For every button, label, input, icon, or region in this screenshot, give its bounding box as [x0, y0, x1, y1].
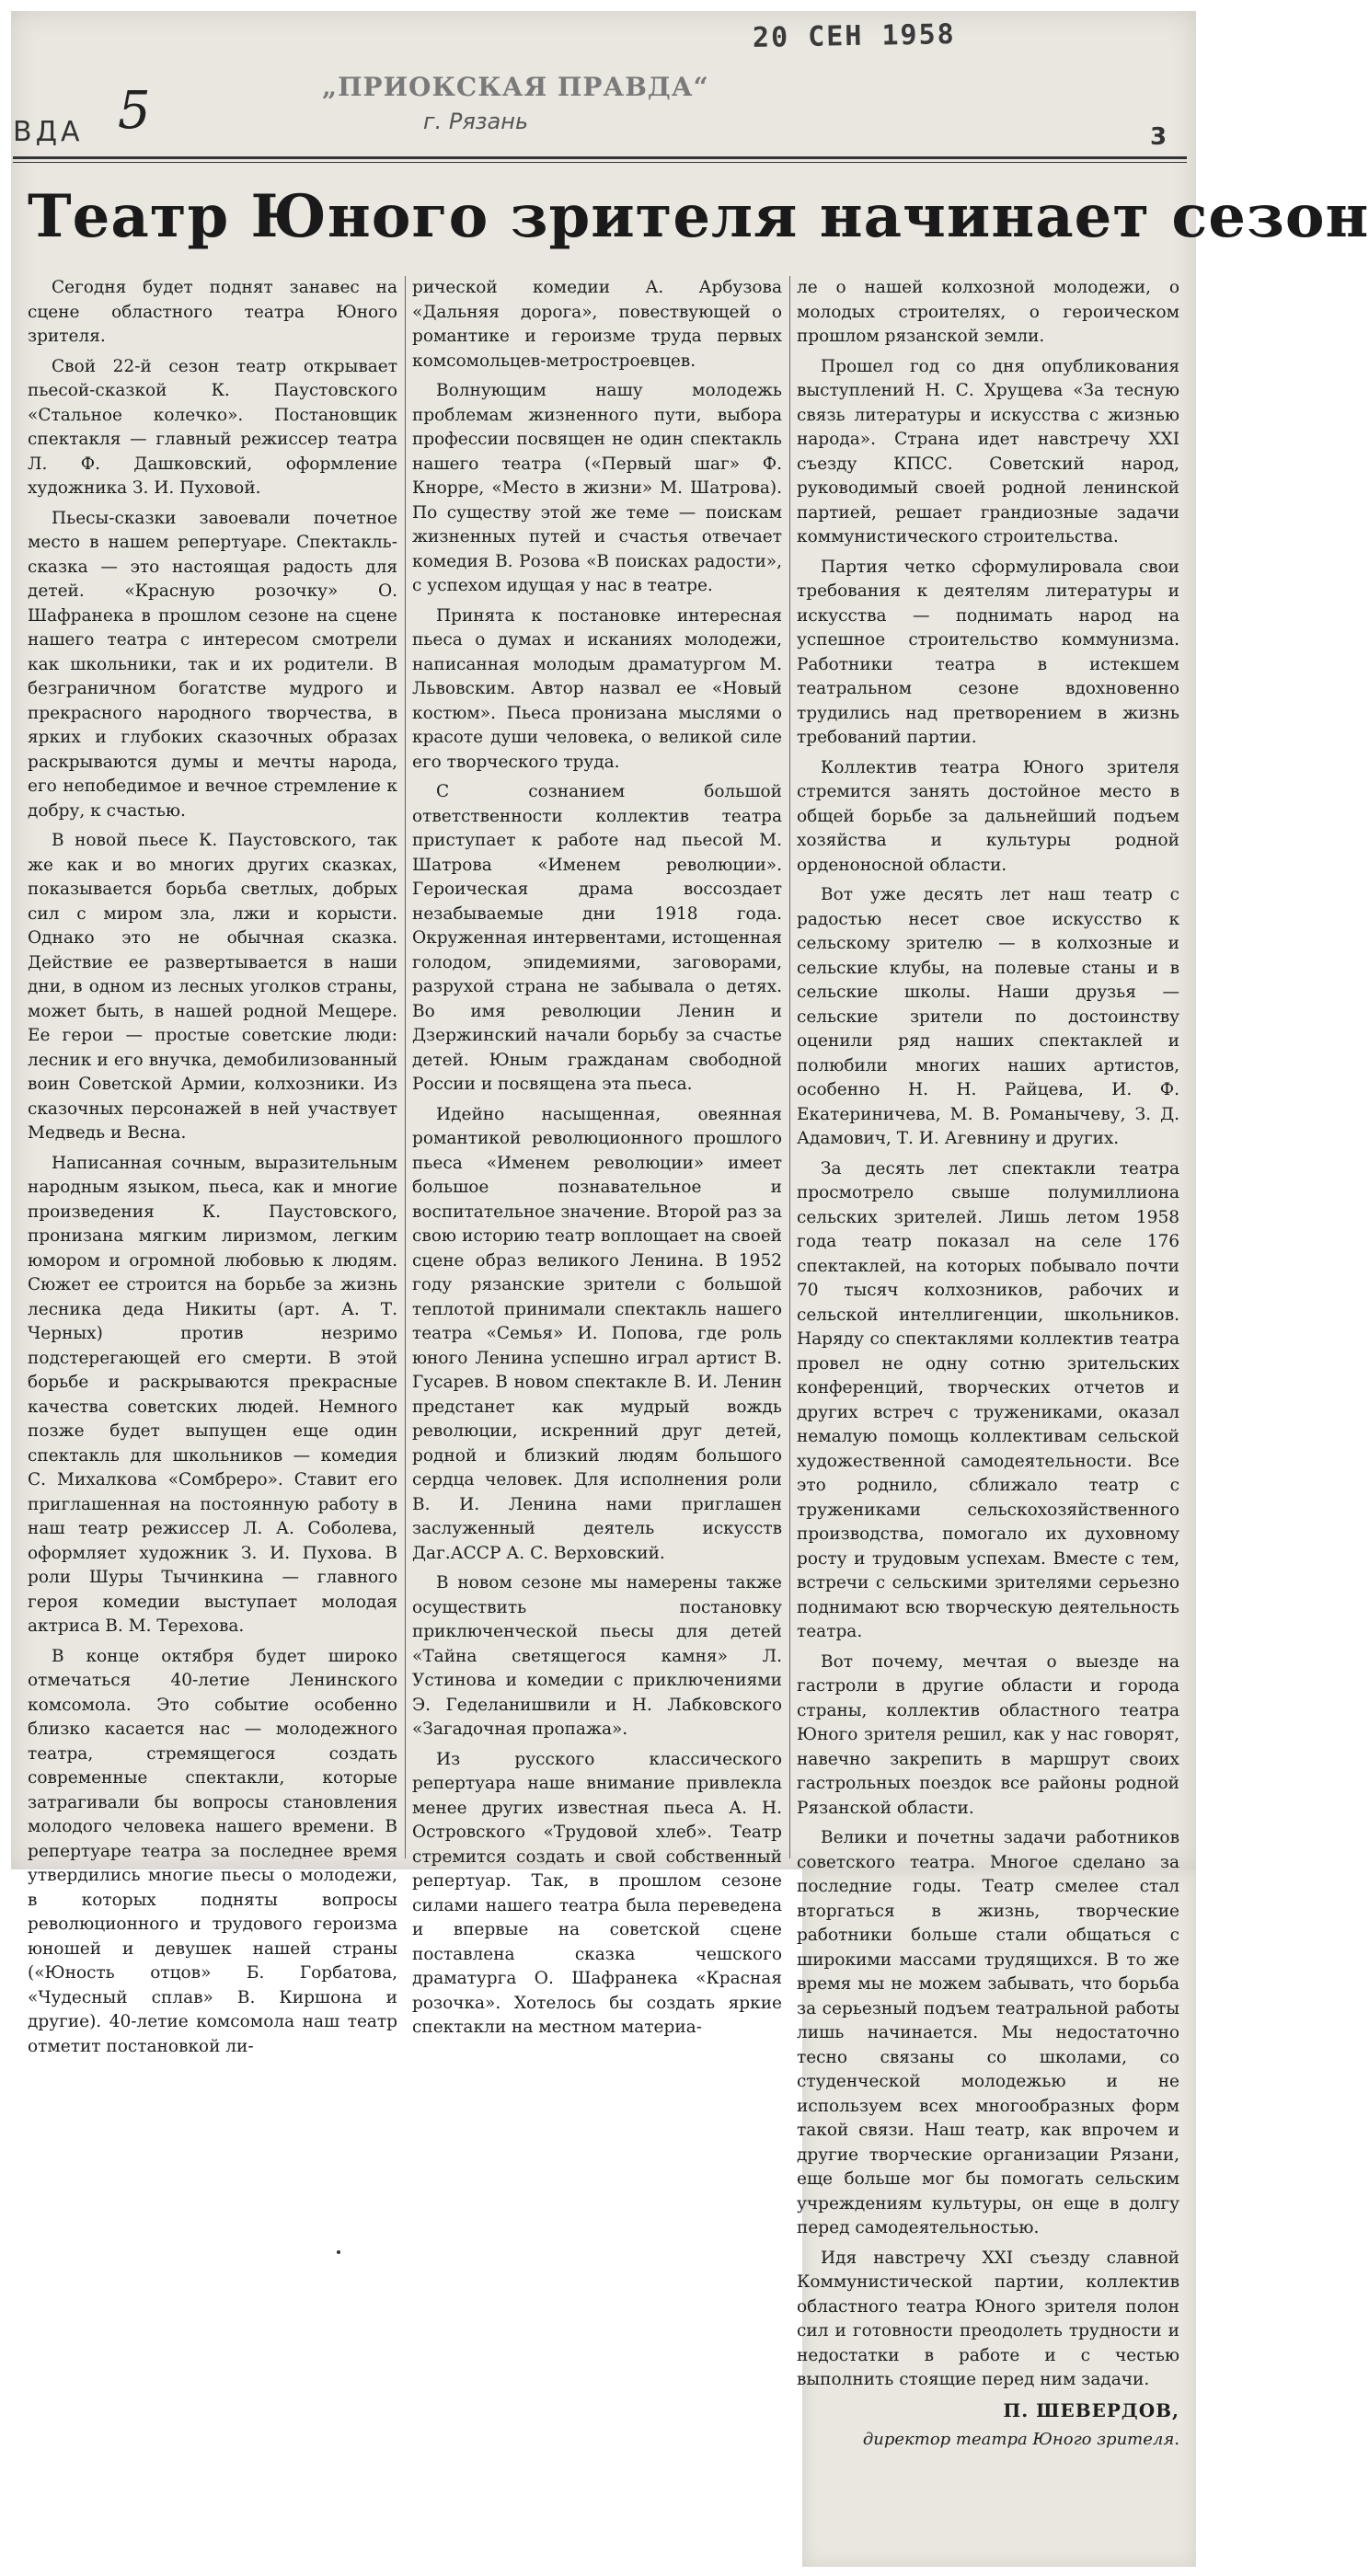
paragraph: С сознанием большой ответственности коллектив театра приступает к работе над пьесой М. Шатрова «Именем революции». Героическая драма воссоздает незабываемые дни 1918 года. Окруженная интервентами, истощенная голодом, эпидемиями, заговорами, разрухой страна не забывала о детях. Во имя революции Ленин и Дзержинский начали борьбу за счастье детей. Юным гражданам свободной России и посвящена эта пьеса.: [412, 782, 782, 1094]
paragraph: В конце октября будет широко отмечаться 40-летие Ленинского комсомола. Это событие особенно близко касается нас — молодежного театра, стремящегося создать современные спектакли, которые затрагивали бы вопросы становления молодого человека нашего времени. В репертуаре театра за последнее время утвердились многие пьесы о молодежи, в которых подняты вопросы революционного и трудового героизма юношей и девушек нашей страны («Юность отцов» Б. Горбатова, «Чудесный сплав» В. Киршона и другие). 40-летие комсомола наш театр отметит постановкой ли-: [28, 1646, 397, 2056]
masthead-rule-thin: [13, 162, 1187, 163]
article-headline: Театр Юного зрителя начинает сезон: [28, 182, 1369, 251]
paragraph: Вот почему, мечтая о выезде на гастроли в другие области и города страны, коллектив областного театра Юного зрителя решил, как у нас говорят, навечно закрепить в маршрут своих гастрольных поездок все районы родной Рязанской области.: [797, 1651, 1179, 1818]
handwritten-mark: 5: [118, 81, 151, 141]
column-divider: [789, 276, 790, 1858]
paragraph: Из русского классического репертуара наше внимание привлекла менее других известная пьеса А. Н. Островского «Трудовой хлеб». Театр стремится создать и свой собственный репертуар. Так, в прошлом сезоне силами нашего театра была переведена и впервые на советской сцене поставлена сказка чешского драматурга О. Шафранека «Красная розочка». Хотелось бы создать яркие спектакли на местном материа-: [412, 1749, 782, 2037]
newspaper-city: г. Рязань: [423, 109, 529, 134]
paragraph: Волнующим нашу молодежь проблемам жизненного пути, выбора профессии посвящен не один спектакль нашего театра («Первый шаг» Ф. Кнорре, «Место в жизни» М. Шатрова). По существу этой же теме — поискам жизненных путей и счастья отвечает комедия В. Розова «В поисках радости», с успехом идущая у нас в театре.: [412, 381, 782, 595]
paragraph: За десять лет спектакли театра просмотрело свыше полумиллиона сельских зрителей. Лишь летом 1958 года театр показал на селе 176 спектаклей, на которых побывало почти 70 тысяч колхозников, рабочих и сельской интеллигенции, школьников. Наряду со спектаклями коллектив театра провел не одну сотню зрительских конференций, творческих отчетов и других встреч с тружениками, оказал немалую помощь коллективам сельской художественной самодеятельности. Все это роднило, сближало театр с тружениками сельскохозяйственного производства, помогало их духовному росту и трудовым успехам. Вместе с тем, встречи с сельскими зрителями серьезно поднимают всю творческую деятельность театра.: [797, 1158, 1179, 1641]
paragraph: Принята к постановке интересная пьеса о думах и исканиях молодежи, написанная молодым драматургом М. Львовским. Автор назвал ее «Новый костюм». Пьеса пронизана мыслями о красоте души человека, о великой силе его творческого труда.: [412, 605, 782, 772]
paragraph: ле о нашей колхозной молодежи, о молодых строителях, о героическом прошлом рязанской земли.: [797, 278, 1179, 346]
paragraph: Идейно насыщенная, овеянная романтикой революционного прошлого пьеса «Именем революции» имеет большое познавательное и воспитательное значение. Второй раз за свою историю театр воплощает на своей сцене образ великого Ленина. В 1952 году рязанские зрители с большой теплотой принимали спектакль нашего театра «Семья» И. Попова, где роль юного Ленина успешно играл артист В. Гусарев. В новом спектакле В. И. Ленин предстанет как мудрый вождь революции, искренний друг детей, родной и близкий людям большого сердца человек. Для исполнения роли В. И. Ленина нами приглашен заслуженный деятель искусств Даг.АССР А. С. Верховский.: [412, 1104, 782, 1563]
paragraph: Коллектив театра Юного зрителя стремится занять достойное место в общей борьбе за дальнейший подъем хозяйства и культуры родной орденоносной области.: [797, 757, 1179, 875]
paragraph: Идя навстречу XXI съезду славной Коммунистической партии, коллектив областного театра Юного зрителя полон сил и готовности преодолеть трудности и недостатки в работе и с честью выполнить стоящие перед ним задачи.: [797, 2248, 1179, 2389]
paragraph: Пьесы-сказки завоевали почетное место в нашем репертуаре. Спектакль-сказка — это настоящая радость для детей. «Красную розочку» О. Шафранека в прошлом сезоне на сцене нашего театра с интересом смотрели как школьники, так и их родители. В безграничном богатстве мудрого и прекрасного народного творчества, в ярких и глубоких сказочных образах раскрываются думы и мечты народа, его непобедимое и вечное стремление к добру, к счастью.: [28, 508, 397, 821]
page-number: 3: [1150, 123, 1168, 151]
print-speck: [337, 2250, 340, 2254]
author-title: директор театра Юного зрителя.: [862, 2430, 1179, 2449]
newspaper-name: „ПРИОКСКАЯ ПРАВДА“: [322, 72, 709, 102]
masthead-rule-thick: [13, 156, 1187, 159]
article-column-3: [797, 276, 1179, 2458]
paragraph: Вот уже десять лет наш театр с радостью несет свое искусство к сельскому зрителю — в колхозные и сельские клубы, на полевые станы и в сельские школы. Наши друзья — сельские зрители по достоинству оценили ряд наших спектаклей и полюбили многих наших артистов, особенно Н. Н. Райцева, И. Ф. Екатериничева, М. В. Романычеву, З. Д. Адамович, Т. И. Агевнину и других.: [797, 885, 1179, 1148]
article-column-2: [412, 276, 782, 2046]
paragraph: Написанная сочным, выразительным народным языком, пьеса, как и многие произведения К. Паустовского, пронизана мягким лиризмом, легким юмором и огромной любовью к людям. Сюжет ее строится на борьбе за жизнь лесника деда Никиты (арт. А. Т. Черных) против незримо подстерегающей его смерти. В этой борьбе и раскрываются прекрасные качества советских людей. Немного позже будет выпущен еще один спектакль для школьников — комедия С. Михалкова «Сомбреро». Ставит его приглашенная на постоянную работу в наш театр режиссер Л. А. Соболева, оформляет художник З. И. Пухова. В роли Шуры Тычинкина — главного героя комедии выступает молодая актриса В. М. Терехова.: [28, 1153, 397, 1636]
column-divider: [405, 276, 406, 1858]
paragraph: Прошел год со дня опубликования выступлений Н. С. Хрущева «За тесную связь литературы и искусства с жизнью народа». Страна идет навстречу XXI съезду КПСС. Советский народ, руководимый своей родной ленинской партией, решает грандиозные задачи коммунистического строительства.: [797, 356, 1179, 546]
paragraph: Свой 22-й сезон театр открывает пьесой-сказкой К. Паустовского «Стальное колечко». Постановщик спектакля — главный режиссер театра Л. Ф. Дашковский, оформление художника З. И. Пуховой.: [28, 356, 397, 498]
date-stamp: 20 СЕН 1958: [752, 18, 956, 54]
paragraph: Велики и почетны задачи работников советского театра. Многое сделано за последние годы. Театр смелее стал вторгаться в жизнь, творческие работники больше стали общаться с широкими массами трудящихся. В то же время мы не можем забывать, что борьба за серьезный подъем театральной работы лишь начинается. Мы недостаточно тесно связаны со школами, со студенческой молодежью и не используем всех многообразных форм такой связи. Наш театр, как впрочем и другие творческие организации Рязани, еще больше мог бы помогать сельским учреждениям культуры, он еще в долгу перед самодеятельностью.: [797, 1828, 1179, 2237]
author-signature: П. ШЕВЕРДОВ,: [1003, 2398, 1179, 2421]
masthead-fragment: ВДА: [13, 116, 84, 148]
paragraph: Партия четко сформулировала свои требования к деятелям литературы и искусства — поднимать народ на успешное строительство коммунизма. Работники театра в истекшем театральном сезоне вдохновенно трудились над претворением в жизнь требований партии.: [797, 557, 1179, 747]
paragraph: рической комедии А. Арбузова «Дальняя дорога», повествующей о романтике и героизме труда первых комсомольцев-метростроевцев.: [412, 278, 782, 371]
paragraph: В новой пьесе К. Паустовского, так же как и во многих других сказках, показывается борьба светлых, добрых сил с миром зла, лжи и корысти. Однако это не обычная сказка. Действие ее развертывается в наши дни, в одном из лесных уголков страны, может быть, в нашей родной Мещере. Ее герои — простые советские люди: лесник и его внучка, демобилизованный воин Советской Армии, колхозники. Из сказочных персонажей в ней участвует Медведь и Весна.: [28, 831, 397, 1143]
article-column-1: [28, 276, 397, 2064]
paragraph: В новом сезоне мы намерены также осуществить постановку приключенческой пьесы для детей «Тайна светящегося камня» Л. Устинова и комедии с приключениями Э. Геделанишвили и Н. Лабковского «Загадочная пропажа».: [412, 1573, 782, 1739]
paragraph: Сегодня будет поднят занавес на сцене областного театра Юного зрителя.: [28, 278, 397, 346]
